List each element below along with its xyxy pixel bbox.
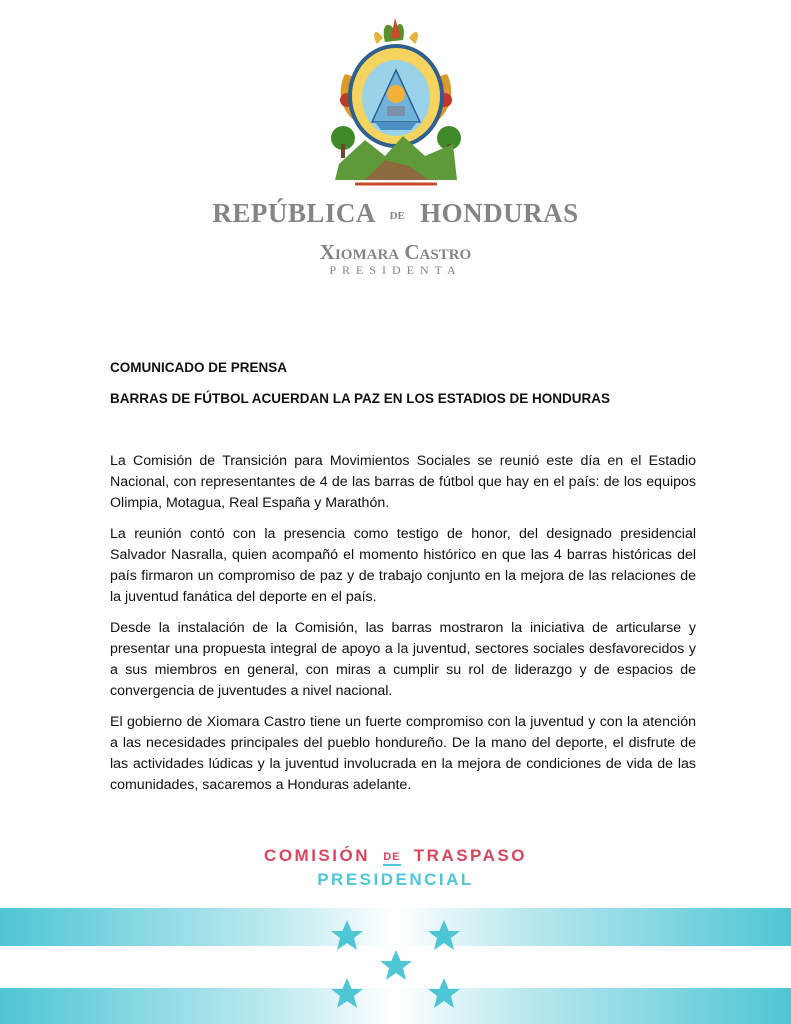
president-role: PRESIDENTA (329, 263, 462, 277)
republic-word: REPÚBLICA (212, 198, 375, 228)
republic-connector: DE (389, 209, 405, 222)
republic-heading (0, 198, 791, 229)
commission-connector: DE (383, 851, 400, 866)
commission-heading (0, 846, 791, 866)
president-name: Xiomara Castro (319, 240, 472, 264)
paragraph: Desde la instalación de la Comisión, las barras mostraron la iniciativa de articularse y presentar una propuesta integral de apoyo a la juventud, sectores sociales desfavorecidos y a sus miembros en general, con miras a cumplir su rol de liderazgo y de espacios de convergencia de juventudes a nivel nacional. (110, 620, 696, 699)
coat-of-arms-icon (325, 14, 467, 192)
document-label: COMUNICADO DE PRENSA (110, 360, 288, 375)
commission-word: COMISIÓN (264, 846, 370, 865)
paragraph: La Comisión de Transición para Movimientos Sociales se reunió este día en el Estadio Nacional, con representantes de 4 de las barras de fútbol que hay en el país: de los equipos Olimpia, Motagua, Real España y Marathón. (110, 453, 696, 511)
honduras-flag-stars-icon (0, 908, 791, 1024)
document-body (110, 451, 696, 806)
paragraph: La reunión contó con la presencia como testigo de honor, del designado presidencial Salvador Nasralla, quien acompañó el momento histórico en que las 4 barras históricas del país firmaron un compromiso de paz y de trabajo conjunto en la mejora de las relaciones de la juventud fanática del deporte en el país. (110, 526, 696, 605)
country-word: HONDURAS (420, 198, 579, 228)
transfer-word: TRASPASO (413, 846, 527, 865)
document-title: BARRAS DE FÚTBOL ACUERDAN LA PAZ EN LOS ESTADIOS DE HONDURAS (110, 391, 611, 406)
paragraph: El gobierno de Xiomara Castro tiene un fuerte compromiso con la juventud y con la atención a las necesidades principales del pueblo hondureño. De la mano del deporte, el disfrute de las actividades lúdicas y la juventud involucrada en la mejora de condiciones de vida de las comunidades, sacaremos a Honduras adelante. (110, 714, 696, 793)
commission-subtitle: PRESIDENCIAL (317, 870, 474, 889)
star-icon (380, 950, 412, 980)
